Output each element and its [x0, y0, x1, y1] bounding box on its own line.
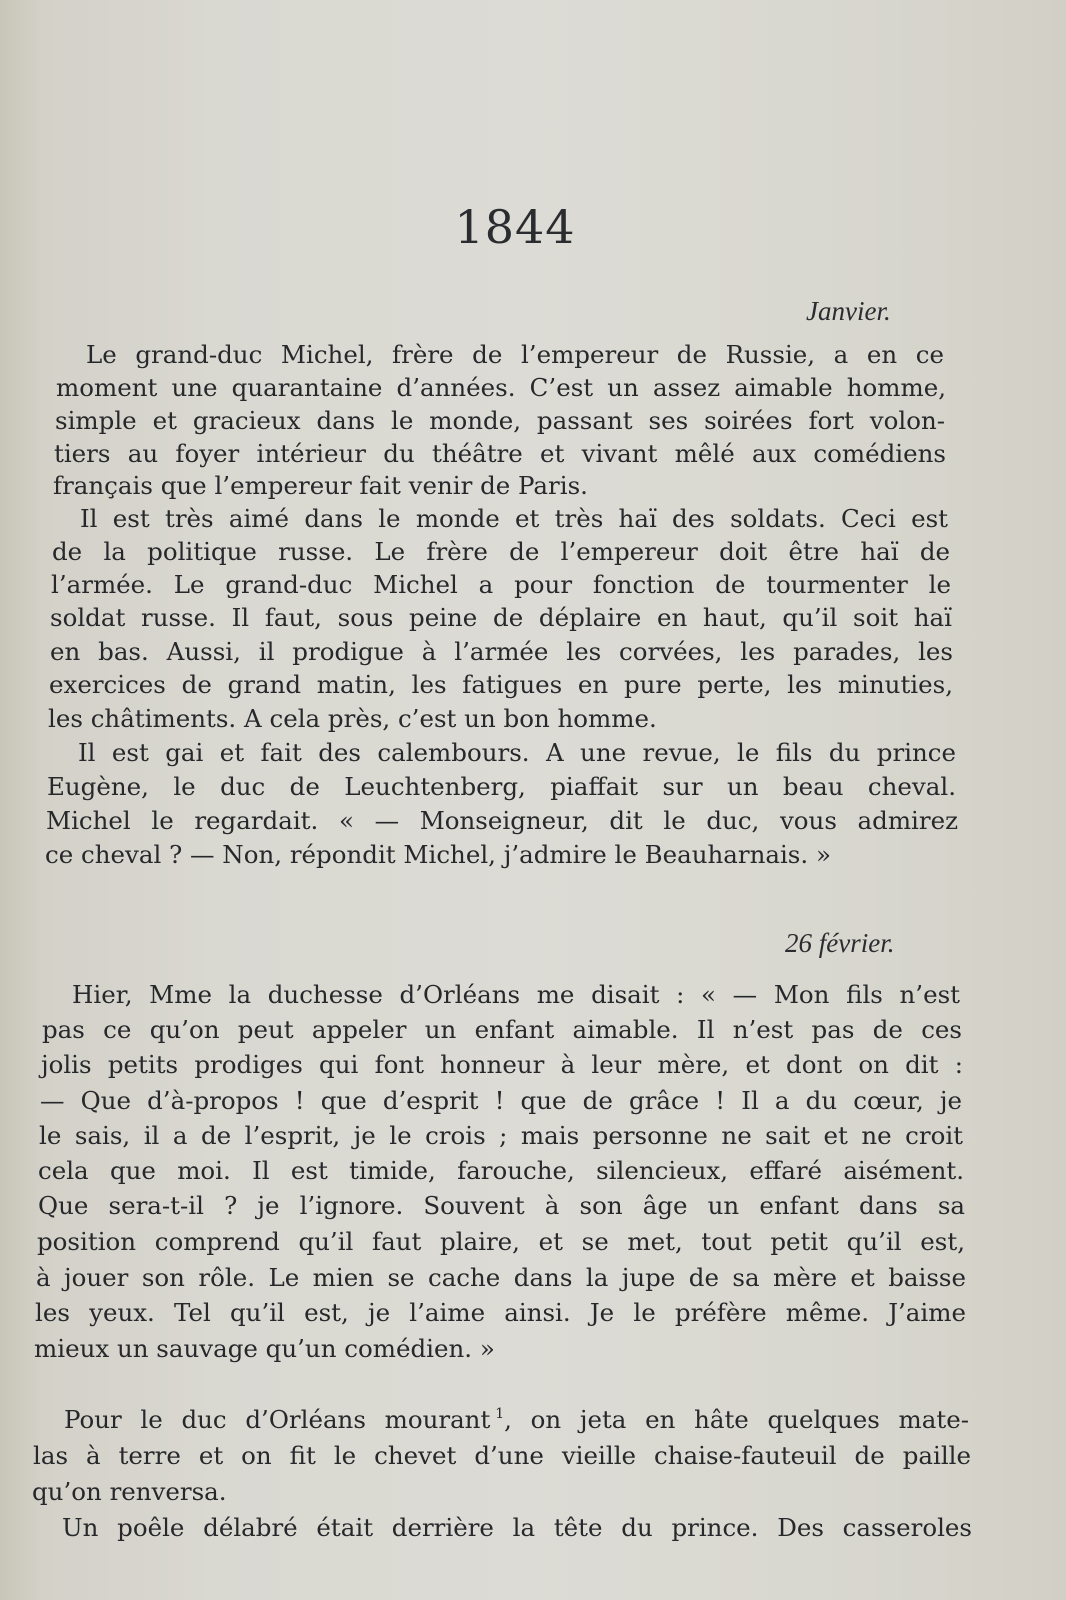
text-line: Eugène, le duc de Leuchtenberg, piaffait sur un beau cheval.: [47, 772, 956, 801]
text-line: Il est gai et fait des calembours. A une revue, le fils du prince: [78, 738, 956, 767]
text-line: le sais, il a de l’esprit, je le crois ; mais personne ne sait et ne croit: [39, 1121, 963, 1150]
text-line: Il est très aimé dans le monde et très haï des soldats. Ceci est: [80, 504, 948, 533]
chapter-year-heading: 1844: [454, 200, 576, 254]
text-line: Un poêle délabré était derrière la tête du prince. Des casseroles: [62, 1513, 972, 1542]
text-line: pas ce qu’on peut appeler un enfant aimable. Il n’est pas de ces: [42, 1015, 962, 1044]
text-line: exercices de grand matin, les fatigues en pure perte, les minuties,: [49, 670, 953, 699]
text-line: français que l’empereur fait venir de Paris.: [53, 471, 588, 500]
text-line: les châtiments. A cela près, c’est un bon homme.: [48, 704, 657, 733]
text-line: simple et gracieux dans le monde, passant ses soirées fort volon-: [55, 406, 945, 435]
text-line: Michel le regardait. « — Monseigneur, dit le duc, vous admirez: [46, 806, 958, 835]
text-line: position comprend qu’il faut plaire, et se met, tout petit qu’il est,: [37, 1227, 965, 1256]
text-line: soldat russe. Il faut, sous peine de déplaire en haut, qu’il soit haï: [50, 603, 952, 632]
text-line: ce cheval ? — Non, répondit Michel, j’admire le Beauharnais. »: [45, 840, 831, 869]
text-line: jolis petits prodiges qui font honneur à leur mère, et dont on dit :: [41, 1050, 963, 1079]
text-line: [64, 1403, 969, 1436]
text-line: moment une quarantaine d’années. C’est un assez aimable homme,: [56, 373, 946, 402]
text-line: les yeux. Tel qu’il est, je l’aime ainsi. Je le préfère même. J’aime: [35, 1298, 966, 1327]
text-line: Le grand-duc Michel, frère de l’empereur de Russie, a en ce: [86, 340, 944, 369]
text-line: l’armée. Le grand-duc Michel a pour fonction de tourmenter le: [51, 570, 951, 599]
entry-date-janvier: Janvier.: [806, 296, 891, 326]
text-line: Que sera-t-il ? je l’ignore. Souvent à son âge un enfant dans sa: [38, 1191, 965, 1220]
text-line: à jouer son rôle. Le mien se cache dans la jupe de sa mère et baisse: [36, 1263, 966, 1292]
text-fragment: , on jeta en hâte quelques mate-: [504, 1405, 969, 1434]
text-line: qu’on renversa.: [32, 1477, 227, 1506]
text-line: mieux un sauvage qu’un comédien. »: [34, 1334, 495, 1363]
text-line: — Que d’à-propos ! que d’esprit ! que de grâce ! Il a du cœur, je: [40, 1086, 962, 1115]
text-line: en bas. Aussi, il prodigue à l’armée les corvées, les parades, les: [50, 637, 953, 666]
text-line: cela que moi. Il est timide, farouche, silencieux, effaré aisément.: [38, 1156, 964, 1185]
text-line: tiers au foyer intérieur du théâtre et vivant mêlé aux comédiens: [54, 439, 946, 468]
text-fragment: Pour le duc d’Orléans mourant: [64, 1405, 491, 1434]
text-line: Hier, Mme la duchesse d’Orléans me disait : « — Mon fils n’est: [72, 980, 960, 1009]
text-line: de la politique russe. Le frère de l’empereur doit être haï de: [52, 537, 950, 566]
footnote-marker[interactable]: 1: [495, 1406, 505, 1422]
entry-date-26-fevrier: 26 février.: [785, 928, 895, 958]
text-line: las à terre et on fit le chevet d’une vieille chaise-fauteuil de paille: [33, 1441, 971, 1470]
